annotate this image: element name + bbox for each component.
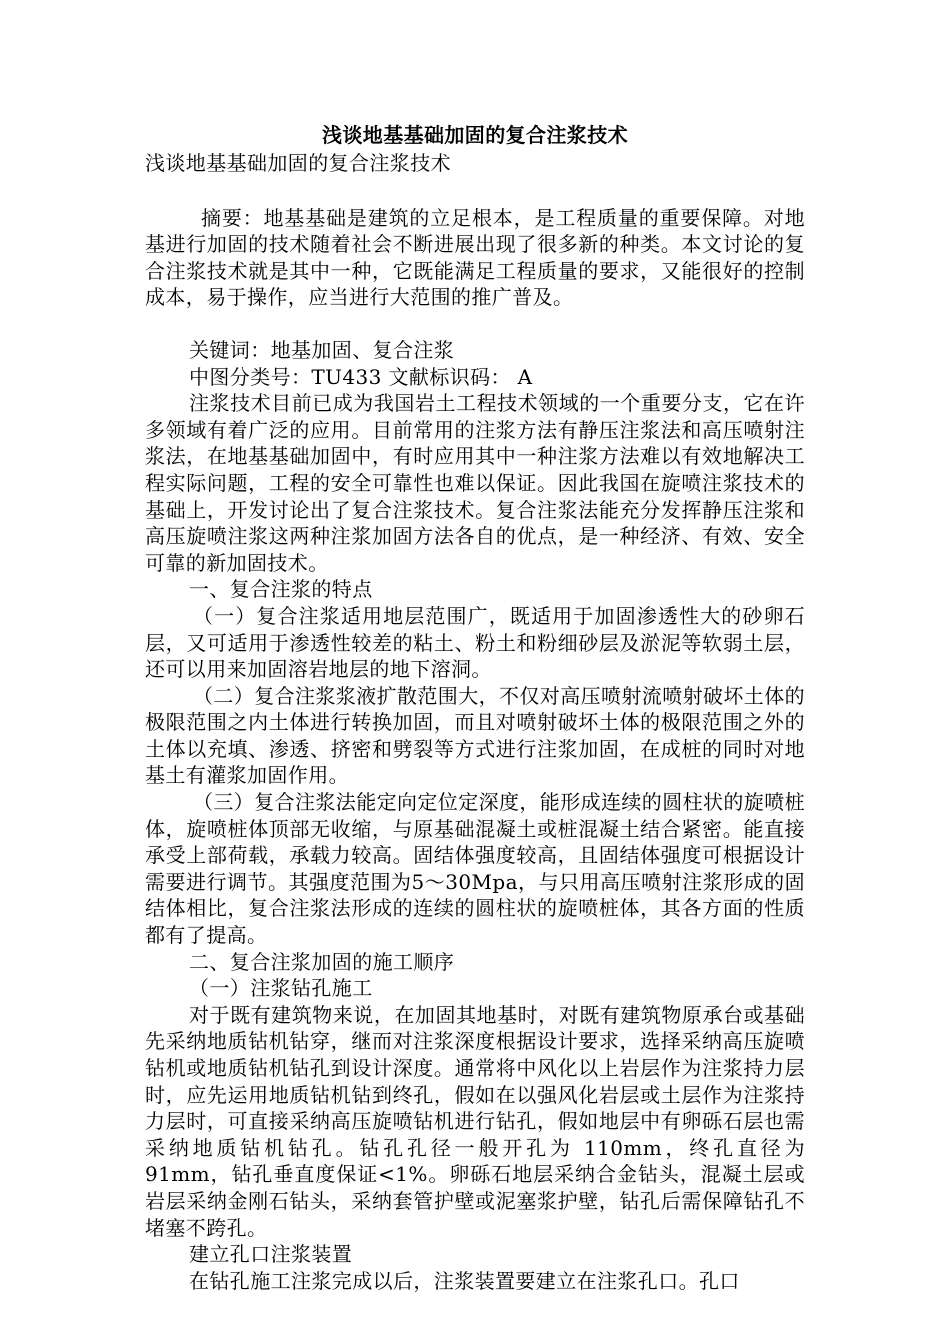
body-paragraph-feature-1: （一）复合注浆适用地层范围广，既适用于加固渗透性大的砂卵石层，又可适用于渗透性较差的粘土、粉土和粉细砂层及淤泥等软弱土层，还可以用来加固溶岩地层的地下溶洞。	[145, 603, 805, 682]
subsection-heading-drilling: （一）注浆钻孔施工	[189, 976, 373, 1001]
abstract-paragraph: 摘要：地基基础是建筑的立足根本，是工程质量的重要保障。对地基进行加固的技术随着社会不断进展出现了很多新的种类。本文讨论的复合注浆技术就是其中一种，它既能满足工程质量的要求，又能很好的控制成本，易于操作，应当进行大范围的推广普及。	[145, 205, 805, 310]
keywords-line: 关键词：地基加固、复合注浆	[189, 337, 455, 362]
body-paragraph-drilling: 对于既有建筑物来说，在加固其地基时，对既有建筑物原承台或基础先采纳地质钻机钻穿，继而对注浆深度根据设计要求，选择采纳高压旋喷钻机或地质钻机钻孔到设计深度。通常将中风化以上岩层作为注浆持力层时，应先运用地质钻机钻到终孔，假如在以强风化岩层或土层作为注浆持力层时，可直接采纳高压旋喷钻机进行钻孔，假如地层中有卵砾石层也需采纳地质钻机钻孔。钻孔孔径一般开孔为 110mm，终孔直径为 91mm，钻孔垂直度保证<1%。卵砾石地层采纳合金钻头，混凝土层或岩层采纳金刚石钻头，采纳套管护壁或泥塞浆护壁，钻孔后需保障钻孔不堵塞不跨孔。	[145, 1002, 805, 1240]
body-paragraph-intro: 注浆技术目前已成为我国岩土工程技术领域的一个重要分支，它在许多领域有着广泛的应用。目前常用的注浆方法有静压注浆法和高压喷射注浆法，在地基基础加固中，有时应用其中一种注浆方法难以有效地解决工程实际问题，工程的安全可靠性也难以保证。因此我国在旋喷注浆技术的基础上，开发讨论出了复合注浆技术。复合注浆法能充分发挥静压注浆和高压旋喷注浆这两种注浆加固方法各自的优点，是一种经济、有效、安全可靠的新加固技术。	[145, 391, 805, 575]
document-subtitle: 浅谈地基基础加固的复合注浆技术	[145, 151, 451, 175]
body-paragraph-feature-3: （三）复合注浆法能定向定位定深度，能形成连续的圆柱状的旋喷桩体，旋喷桩体顶部无收缩，与原基础混凝土或桩混凝土结合紧密。能直接承受上部荷载，承载力较高。固结体强度较高，且固结体强度可根据设计需要进行调节。其强度范围为5～30Mpa，与只用高压喷射注浆形成的固结体相比，复合注浆法形成的连续的圆柱状的旋喷桩体，其各方面的性质都有了提高。	[145, 790, 805, 948]
section-heading-1: 一、复合注浆的特点	[189, 577, 373, 602]
body-paragraph-device: 在钻孔施工注浆完成以后，注浆装置要建立在注浆孔口。孔口	[189, 1268, 740, 1293]
section-heading-2: 二、复合注浆加固的施工顺序	[189, 949, 455, 974]
subsection-heading-device: 建立孔口注浆装置	[189, 1242, 353, 1267]
classification-line: 中图分类号：TU433 文献标识码： A	[189, 364, 533, 389]
document-body	[145, 122, 805, 1294]
body-paragraph-feature-2: （二）复合注浆浆液扩散范围大，不仅对高压喷射流喷射破坏土体的极限范围之内土体进行转换加固，而且对喷射破坏土体的极限范围之外的土体以充填、渗透、挤密和劈裂等方式进行注浆加固，在成桩的同时对地基土有灌浆加固作用。	[145, 683, 805, 788]
document-title: 浅谈地基基础加固的复合注浆技术	[322, 123, 628, 147]
